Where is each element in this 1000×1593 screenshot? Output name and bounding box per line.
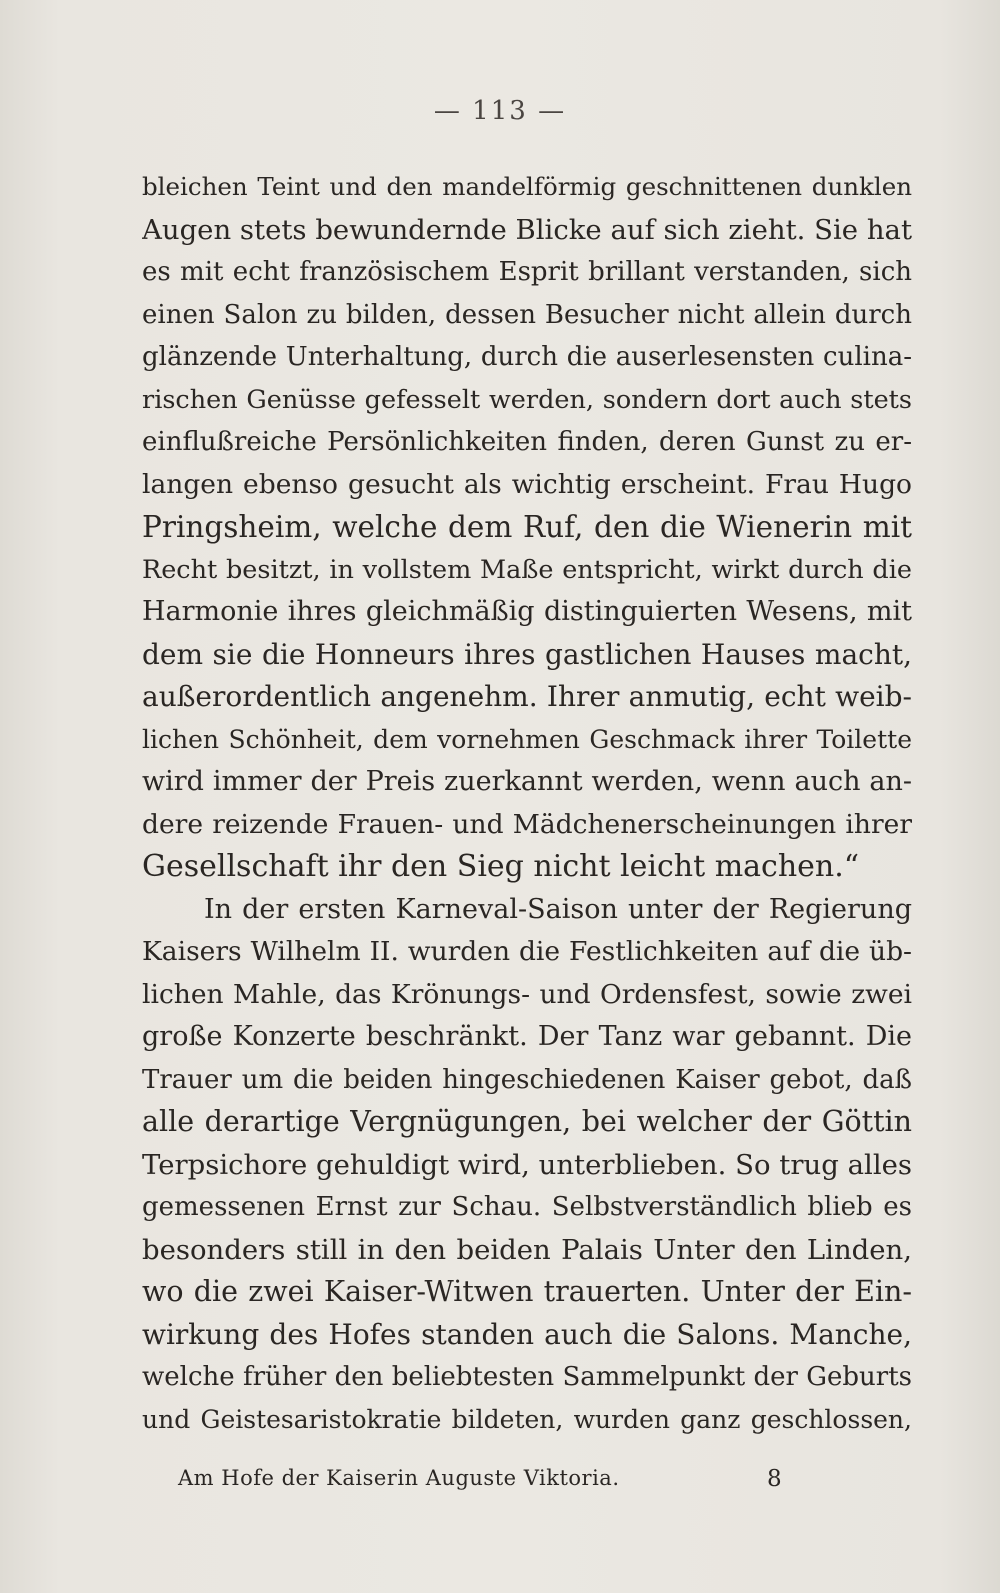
text-line: Harmonie ihres gleichmäßig distinguierten Wesens, mit xyxy=(142,596,912,627)
text-line: einflußreiche Persönlichkeiten finden, deren Gunst zu er- xyxy=(142,427,912,457)
text-line: große Konzerte beschränkt. Der Tanz war gebannt. Die xyxy=(142,1021,912,1052)
text-line: langen ebenso gesucht als wichtig erscheint. Frau Hugo xyxy=(142,468,912,500)
page-number: — 113 — xyxy=(433,96,567,126)
text-line: Augen stets bewundernde Blicke auf sich zieht. Sie hat xyxy=(142,213,912,246)
text-line: Kaisers Wilhelm II. wurden die Festlichkeiten auf die üb- xyxy=(142,936,912,967)
text-line: rischen Genüsse gefesselt werden, sondern dort auch stets xyxy=(142,384,912,415)
text-line: gemessenen Ernst zur Schau. Selbstverständlich blieb es xyxy=(142,1192,912,1222)
text-line: bleichen Teint und den mandelförmig geschnittenen dunklen xyxy=(142,172,912,201)
text-line: Trauer um die beiden hingeschiedenen Kaiser gebot, daß xyxy=(142,1064,912,1095)
text-line: Terpsichore gehuldigt wird, unterblieben. So trug alles xyxy=(142,1148,912,1181)
page-footer xyxy=(142,1466,912,1502)
text-line: und Geistesaristokratie bildeten, wurden ganz geschlossen, xyxy=(142,1404,912,1434)
text-line: dem sie die Honneurs ihres gastlichen Hauses macht, xyxy=(142,637,912,671)
text-line: außerordentlich angenehm. Ihrer anmutig, echt weib- xyxy=(142,680,912,713)
text-line: lichen Schönheit, dem vornehmen Geschmack ihrer Toilette xyxy=(142,724,912,754)
text-line: dere reizende Frauen- und Mädchenerscheinungen ihrer xyxy=(142,808,912,840)
body-text xyxy=(142,166,912,1441)
signature-mark: 8 xyxy=(767,1466,782,1492)
text-line: wo die zwei Kaiser-Witwen trauerten. Unter der Ein- xyxy=(142,1275,912,1308)
text-line: alle derartige Vergnügungen, bei welcher der Göttin xyxy=(142,1105,912,1138)
text-line: welche früher den beliebtesten Sammelpunkt der Geburts xyxy=(142,1362,912,1392)
text-line: lichen Mahle, das Krönungs- und Ordensfest, sowie zwei xyxy=(142,978,912,1010)
text-line: einen Salon zu bilden, dessen Besucher nicht allein durch xyxy=(142,299,912,330)
text-line: wird immer der Preis zuerkannt werden, wenn auch an- xyxy=(142,766,912,797)
text-line: besonders still in den beiden Palais Unter den Linden, xyxy=(142,1233,912,1266)
running-title: Am Hofe der Kaiserin Auguste Viktoria. xyxy=(178,1466,620,1490)
text-line: Recht besitzt, in vollstem Maße entspricht, wirkt durch die xyxy=(142,554,912,585)
paragraph-start-line: In der ersten Karneval-Saison unter der Regierung xyxy=(204,893,912,925)
text-line: wirkung des Hofes standen auch die Salons. Manche, xyxy=(142,1317,912,1351)
text-line: glänzende Unterhaltung, durch die auserlesensten culina- xyxy=(142,342,912,372)
text-line: Pringsheim, welche dem Ruf, den die Wienerin mit xyxy=(142,510,912,544)
text-line: es mit echt französischem Esprit brillant verstanden, sich xyxy=(142,257,912,287)
text-line: Gesellschaft ihr den Sieg nicht leicht machen.“ xyxy=(142,849,860,884)
